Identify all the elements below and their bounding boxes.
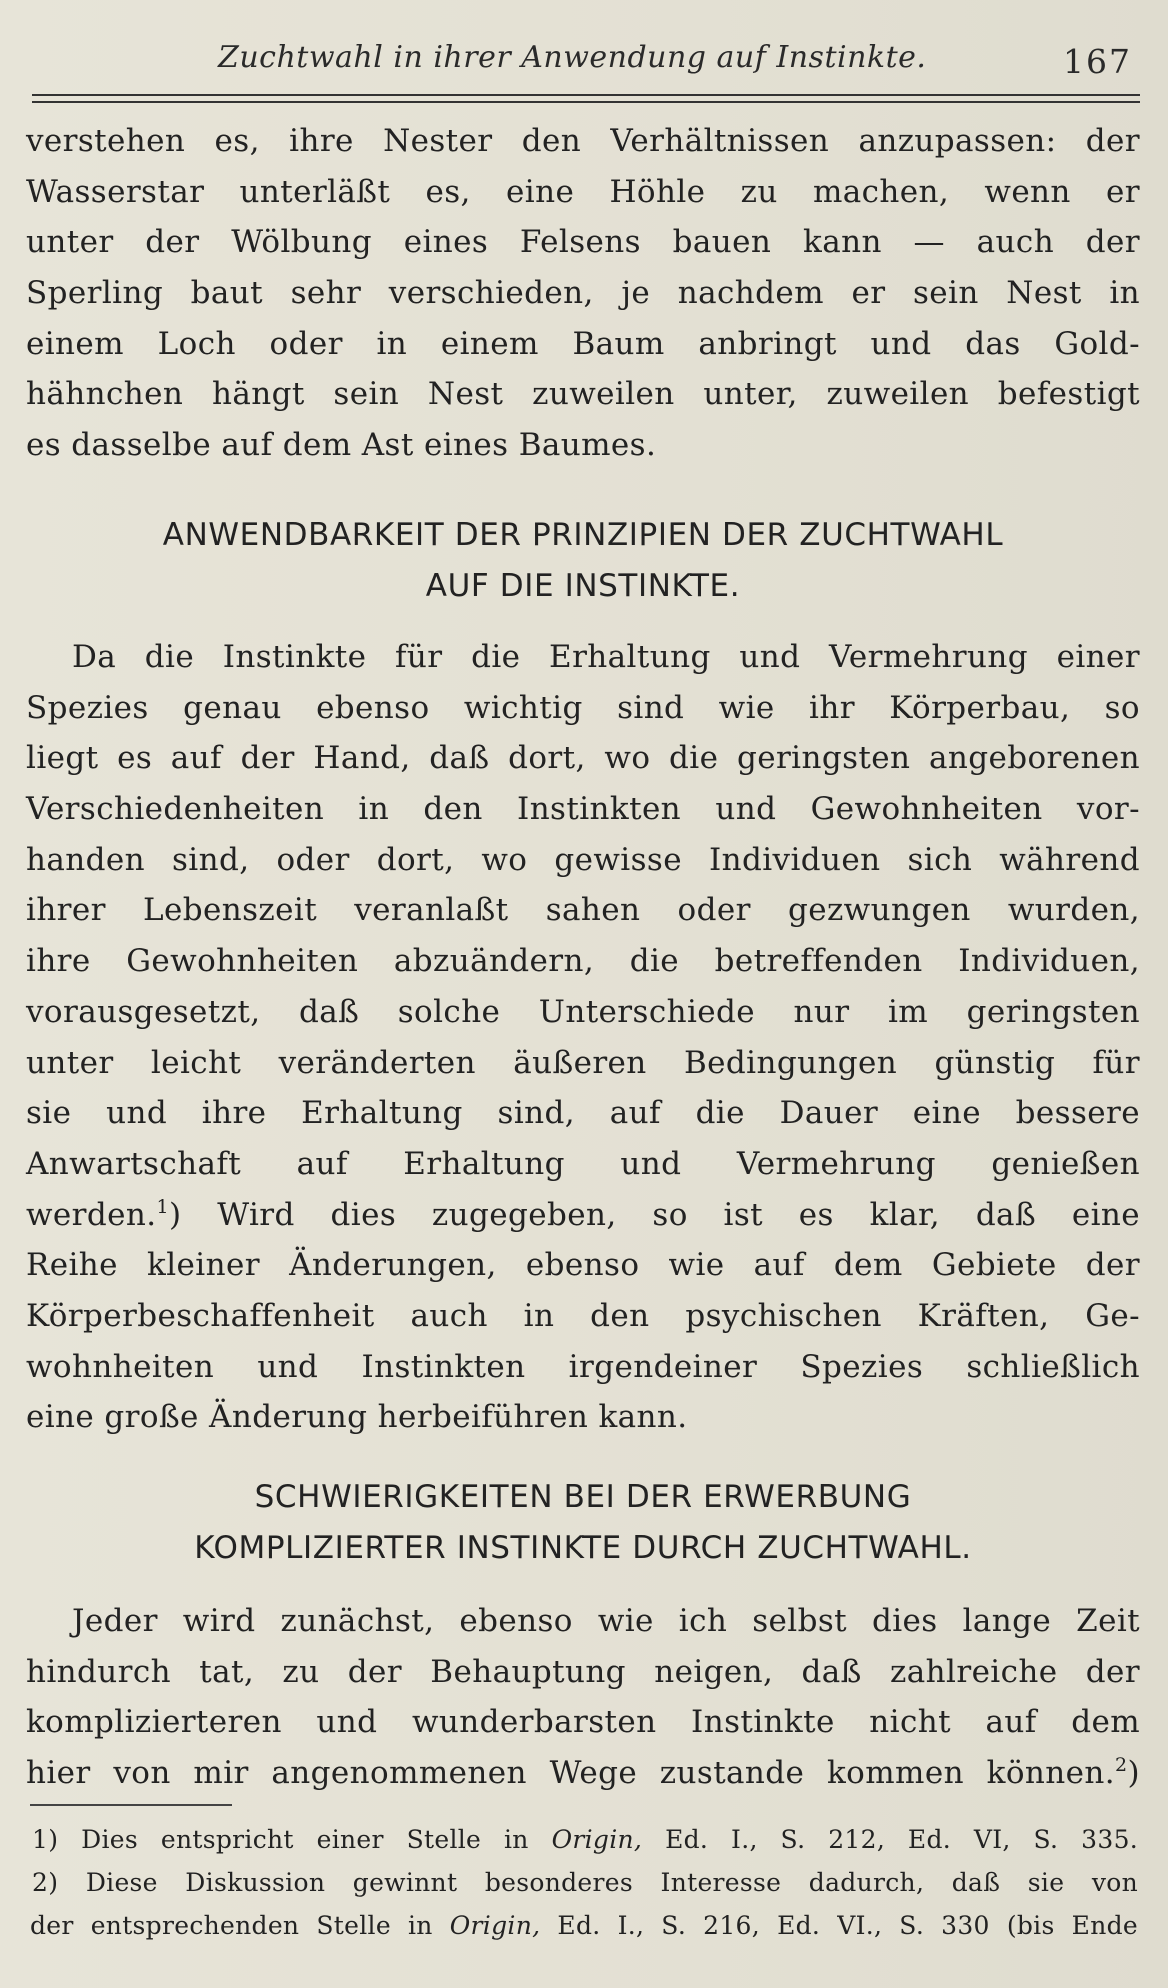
line-text: ) Wird dies zugegeben, so ist es klar, daß eine — [169, 1196, 1140, 1233]
text-line: es dasselbe auf dem Ast eines Baumes. — [26, 427, 657, 464]
section-heading-2 — [26, 1472, 1140, 1573]
line-text: ) — [1127, 1755, 1140, 1792]
text-line: eine große Änderung herbeiführen kann. — [26, 1399, 688, 1436]
footnote-2 — [30, 1861, 1138, 1904]
footnote-1 — [30, 1818, 1138, 1861]
footnote-2-continued — [30, 1904, 1138, 1947]
text-line: Reihe kleiner Änderungen, ebenso wie auf dem Gebiete der — [26, 1247, 1140, 1284]
text-line: Verschiedenheiten in den Instinkten und Gewohnheiten vor- — [26, 791, 1140, 828]
heading-line: ANWENDBARKEIT DER PRINZIPIEN DER ZUCHTWAHL — [162, 517, 1004, 553]
line-text: werden. — [26, 1196, 157, 1233]
header-rule-top — [32, 94, 1140, 96]
text-line: hindurch tat, zu der Behauptung neigen, daß zahlreiche der — [26, 1653, 1140, 1690]
footnote-text: Dies entspricht einer Stelle in — [81, 1825, 529, 1854]
paragraph-3 — [26, 1596, 1140, 1799]
text-line: Jeder wird zunächst, ebenso wie ich selbst dies lange Zeit — [72, 1603, 1140, 1639]
text-line: unter leicht veränderten äußeren Bedingungen günstig für — [26, 1044, 1140, 1081]
text-line: Wasserstar unterläßt es, eine Höhle zu machen, wenn er — [26, 173, 1140, 210]
text-line: wohnheiten und Instinkten irgendeiner Spezies schließlich — [26, 1348, 1140, 1385]
text-line: liegt es auf der Hand, daß dort, wo die geringsten angeborenen — [26, 740, 1140, 777]
text-line: vorausgesetzt, daß solche Unterschiede nur im geringsten — [26, 993, 1140, 1030]
paragraph-1 — [26, 116, 1140, 471]
text-line: Sperling baut sehr verschieden, je nachdem er sein Nest in — [26, 275, 1140, 312]
heading-line: SCHWIERIGKEITEN BEI DER ERWERBUNG — [254, 1479, 912, 1515]
text-line: komplizierteren und wunderbarsten Instinkte nicht auf dem — [26, 1704, 1140, 1741]
section-heading-1 — [26, 510, 1140, 611]
text-line: Anwartschaft auf Erhaltung und Vermehrung genießen — [26, 1145, 1140, 1182]
line-text: hier von mir angenommenen Wege zustande kommen können. — [26, 1755, 1115, 1792]
footnote-text: Ed. I., S. 212, Ed. VI, S. 335. — [665, 1825, 1139, 1854]
text-line-with-note — [26, 1190, 1140, 1241]
footnote-text: der entsprechenden Stelle in — [30, 1911, 433, 1940]
text-line: Körperbeschaffenheit auch in den psychischen Kräften, Ge- — [26, 1297, 1140, 1334]
heading-line: KOMPLIZIERTER INSTINKTE DURCH ZUCHTWAHL. — [194, 1529, 972, 1566]
footnote-marker: 1) — [32, 1825, 59, 1854]
text-line: verstehen es, ihre Nester den Verhältnissen anzupassen: der — [26, 123, 1140, 159]
work-title: Origin, — [551, 1825, 643, 1854]
footnote-ref-1: 1 — [156, 1195, 170, 1218]
header-rule-bottom — [32, 101, 1140, 103]
text-line: hähnchen hängt sein Nest zuweilen unter, zuweilen befestigt — [26, 376, 1140, 413]
paragraph-2 — [26, 632, 1140, 1443]
footnote-text: Ed. I., S. 216, Ed. VI., S. 330 (bis Ende — [557, 1911, 1139, 1940]
text-line-with-note — [26, 1748, 1140, 1799]
text-line: Da die Instinkte für die Erhaltung und Vermehrung einer — [72, 639, 1140, 675]
footnote-marker: 2) — [32, 1868, 59, 1897]
text-line: Spezies genau ebenso wichtig sind wie ihr Körperbau, so — [26, 689, 1140, 726]
running-head: Zuchtwahl in ihrer Anwendung auf Instinkte. — [218, 40, 927, 75]
page-number: 167 — [1063, 42, 1132, 81]
text-line: unter der Wölbung eines Felsens bauen kann — auch der — [26, 224, 1140, 261]
footnote-text: Diese Diskussion gewinnt besonderes Interesse dadurch, daß sie von — [85, 1868, 1139, 1897]
text-line: ihre Gewohnheiten abzuändern, die betreffenden Individuen, — [26, 943, 1140, 980]
footnotes — [30, 1818, 1138, 1947]
text-line: einem Loch oder in einem Baum anbringt und das Gold- — [26, 325, 1140, 362]
work-title: Origin, — [449, 1911, 541, 1940]
footnote-ref-2: 2 — [1115, 1754, 1128, 1777]
heading-line: AUF DIE INSTINKTE. — [425, 567, 741, 604]
footnote-rule — [30, 1804, 232, 1806]
page-header — [28, 38, 1140, 88]
text-line: ihrer Lebenszeit veranlaßt sahen oder gezwungen wurden, — [26, 892, 1140, 929]
text-line: handen sind, oder dort, wo gewisse Individuen sich während — [26, 841, 1140, 878]
text-line: sie und ihre Erhaltung sind, auf die Dauer eine bessere — [26, 1095, 1140, 1132]
